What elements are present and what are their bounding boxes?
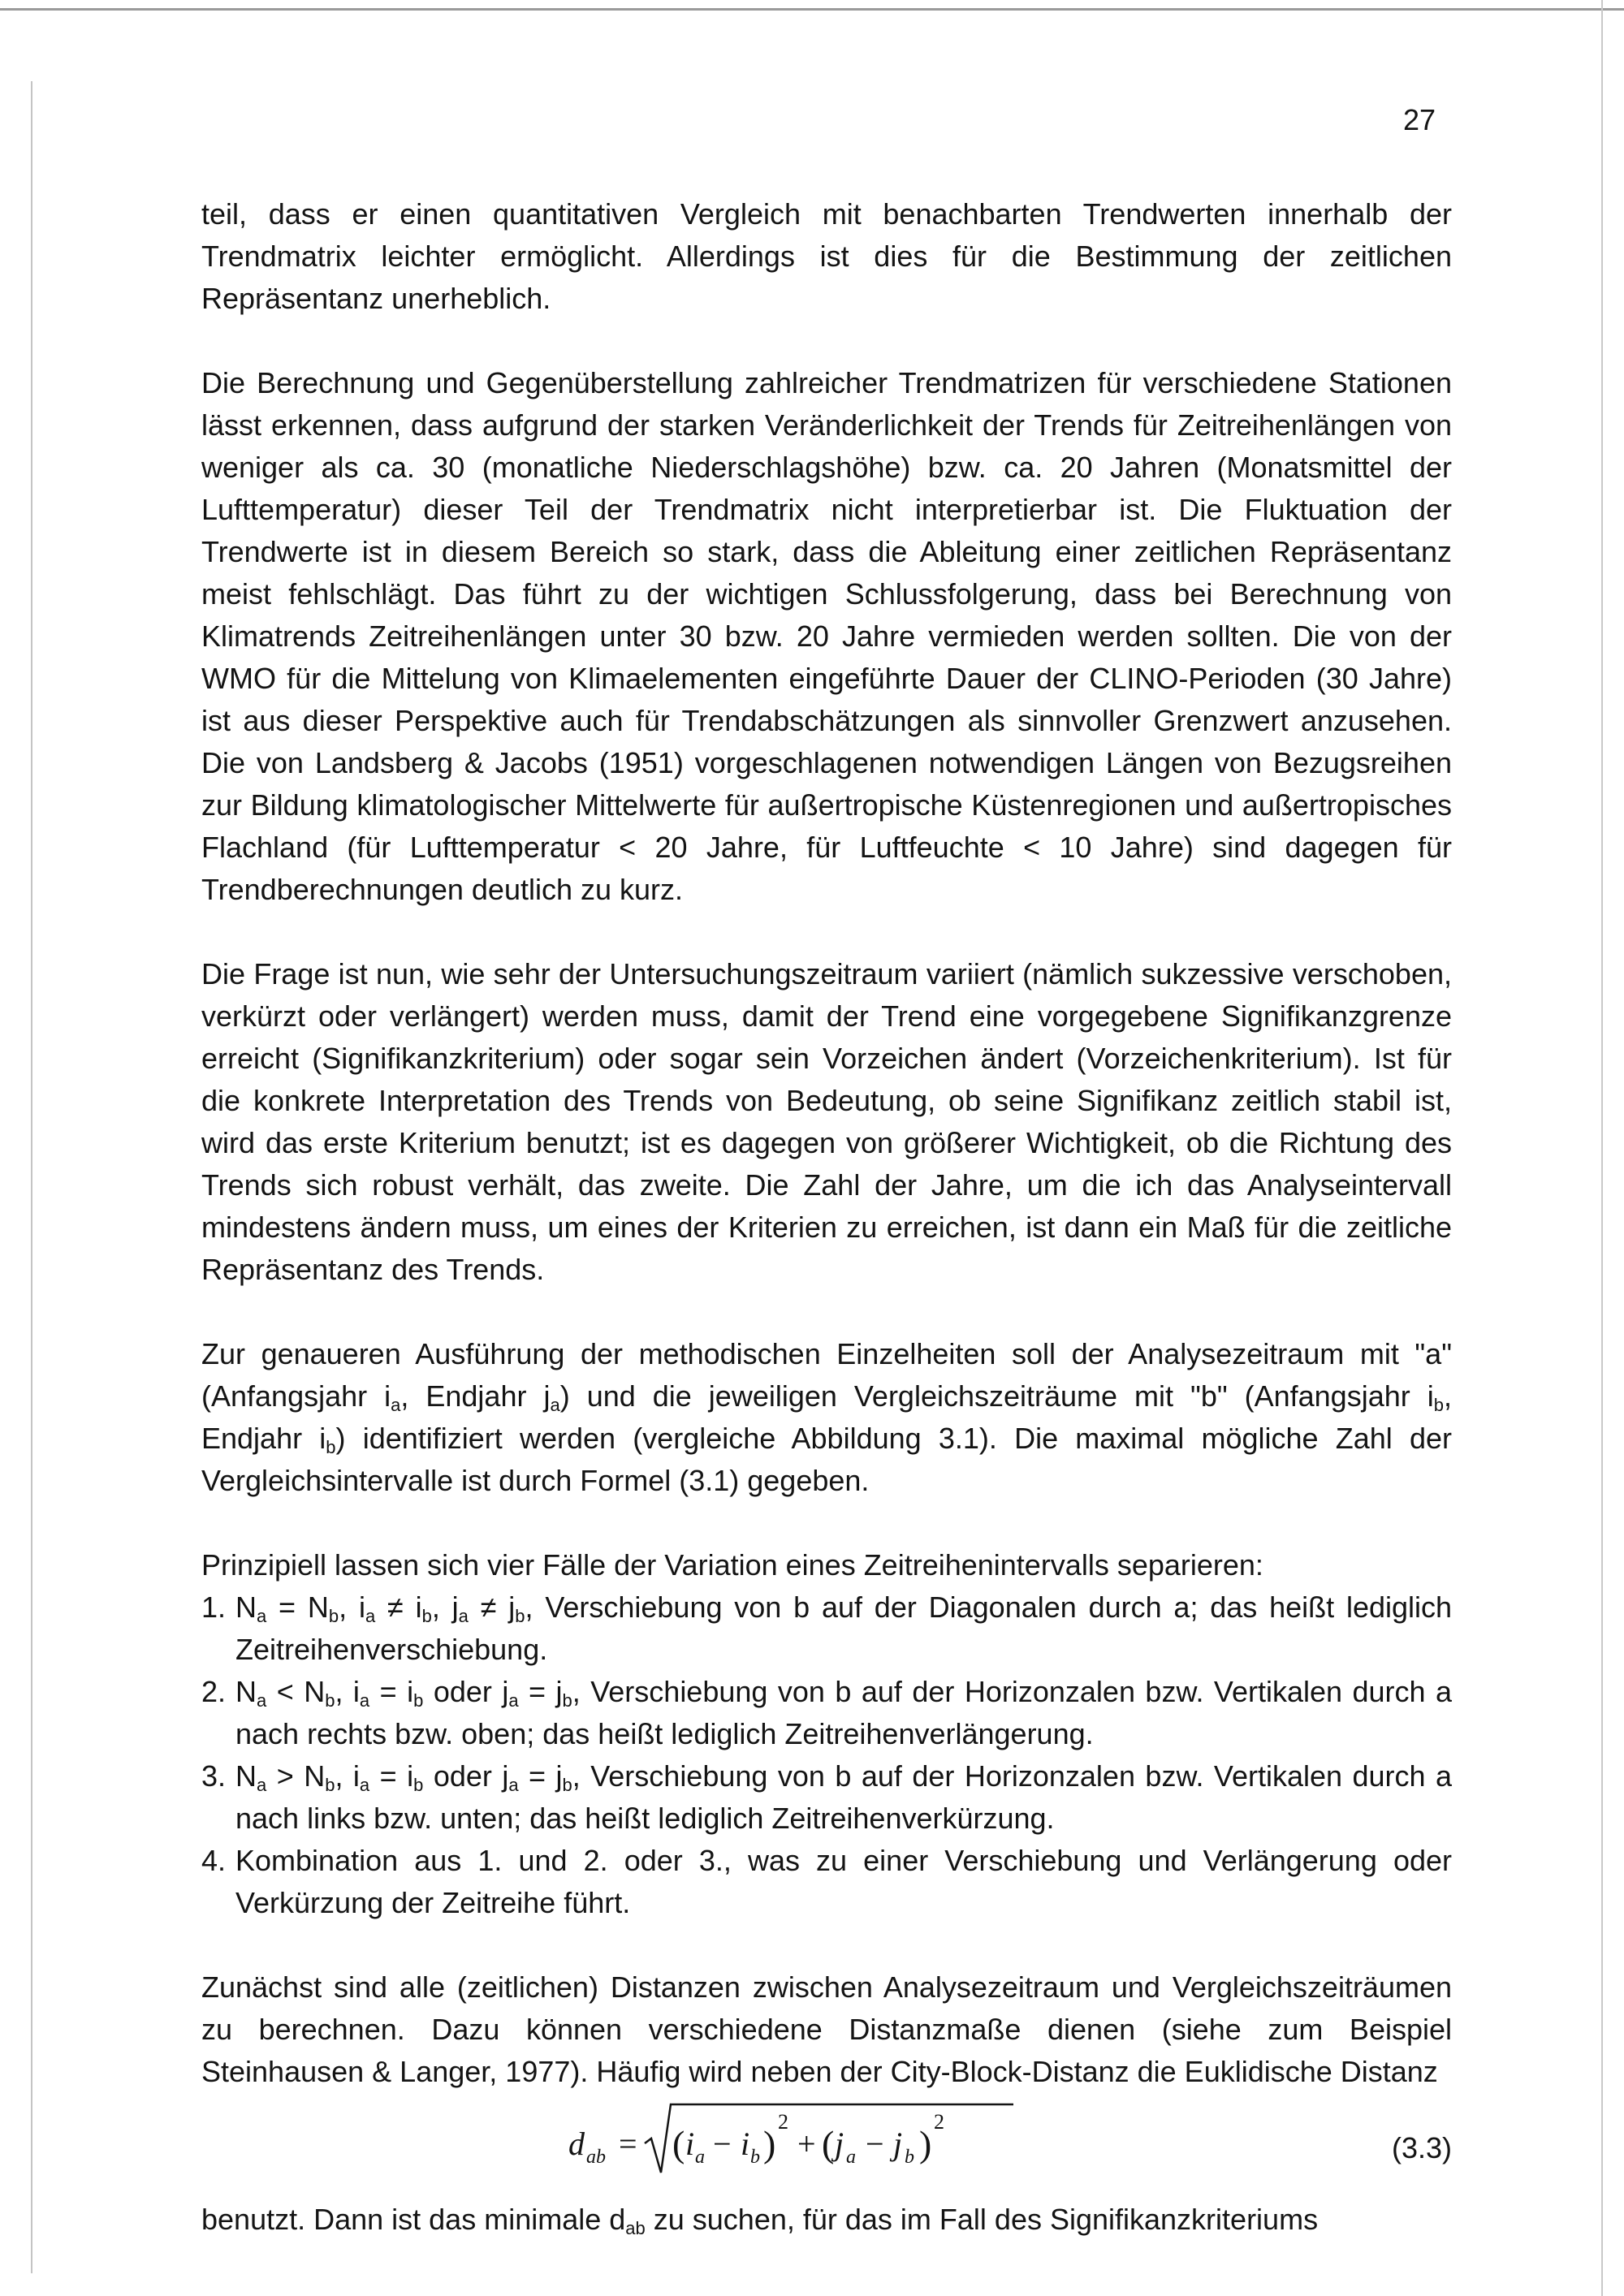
- euclidean-distance-formula: [568, 2096, 1023, 2194]
- case-text: $N_a = N_b$, $i_a \ne i_b$, $j_a \ne j_b$, Verschiebung von b auf der Diagonalen durch a; das heißt lediglich Zeitreihenverschiebung.: [235, 1590, 1453, 1666]
- eq-var: j: [893, 2126, 903, 2162]
- eq-sub: a: [695, 2147, 705, 2168]
- eq-var: j: [835, 2126, 844, 2162]
- case-text: Kombination aus 1. und 2. oder 3., was zu einer Verschiebung und Verlängerung oder Verkürzung der Zeitreihe führt.: [235, 1844, 1452, 1919]
- eq-sub: b: [750, 2147, 760, 2168]
- eq-paren: ): [763, 2123, 776, 2164]
- eq-paren: (: [822, 2123, 835, 2164]
- case-item: [201, 1840, 1452, 1924]
- paragraph-1: teil, dass er einen quantitativen Vergleich mit benachbarten Trendwerten innerhalb der Trendmatrix leichter ermöglicht. Allerdings ist dies für die Bestimmung der zeitlichen Repräsentanz unerheblich.: [201, 197, 1452, 315]
- scan-edge-right: [1601, 0, 1603, 2296]
- case-item: [201, 1586, 1452, 1671]
- case-item: [201, 1671, 1452, 1755]
- cases-intro: Prinzipiell lassen sich vier Fälle der Variation eines Zeitreihenintervalls separieren:: [201, 1548, 1263, 1582]
- paragraph-6: Zunächst sind alle (zeitlichen) Distanzen zwischen Analysezeitraum und Vergleichszeiträumen zu berechnen. Dazu können verschiedene Distanzmaße dienen (siehe zum Beispiel Steinhausen & Langer, 1977). Häufig wird neben der City-Block-Distanz die Euklidische Distanz: [201, 1970, 1452, 2088]
- equation-3-3: [201, 2093, 1452, 2199]
- eq-var: i: [741, 2126, 750, 2162]
- case-text: $N_a < N_b$, $i_a = i_b$ oder $j_a = j_b$, Verschiebung von b auf der Horizonzalen bzw. Vertikalen durch a nach rechts bzw. oben; das heißt lediglich Zeitreihenverlängerung.: [235, 1675, 1453, 1750]
- scan-edge-top: [0, 8, 1624, 11]
- eq-equals: =: [619, 2126, 637, 2162]
- eq-ab: ab: [586, 2147, 606, 2168]
- paragraph-7: benutzt. Dann ist das minimale $d_{ab}$ zu suchen, für das im Fall des Signifikanzkriteriums: [201, 2203, 1319, 2238]
- eq-sub: b: [905, 2147, 914, 2168]
- cases-list: [201, 1586, 1452, 1924]
- eq-paren: (: [672, 2123, 685, 2164]
- eq-paren: ): [919, 2123, 932, 2164]
- eq-plus: +: [797, 2126, 816, 2162]
- eq-d: d: [568, 2126, 585, 2162]
- paragraph-3: Die Frage ist nun, wie sehr der Untersuchungszeitraum variiert (nämlich sukzessive verschoben, verkürzt oder verlängert) werden muss, damit der Trend eine vorgegebene Signifikanzgrenze erreicht (Signifikanzkriterium) oder sogar sein Vorzeichen ändert (Vorzeichenkriterium). Ist für die konkrete Interpretation des Trends von Bedeutung, ob seine Signifikanz zeitlich stabil ist, wird das erste Kriterium benutzt; ist es dagegen von größerer Wichtigkeit, ob die Richtung des Trends sich robust verhält, das zweite. Die Zahl der Jahre, um die ich das Analyseintervall mindestens ändern muss, um eines der Kriterien zu erreichen, ist dann ein Maß für die zeitliche Repräsentanz des Trends.: [201, 957, 1452, 1286]
- paragraph-2: Die Berechnung und Gegenüberstellung zahlreicher Trendmatrizen für verschiedene Stationen lässt erkennen, dass aufgrund der starken Veränderlichkeit der Trends für Zeitreihenlängen von weniger als ca. 30 (monatliche Niederschlagshöhe) bzw. ca. 20 Jahren (Monatsmittel der Lufttemperatur) dieser Teil der Trendmatrix nicht interpretierbar ist. Die Fluktuation der Trendwerte ist in diesem Bereich so stark, dass die Ableitung einer zeitlichen Repräsentanz meist fehlschlägt. Das führt zu der wichtigen Schlussfolgerung, dass bei Berechnung von Klimatrends Zeitreihenlängen unter 30 bzw. 20 Jahre vermieden werden sollten. Die von der WMO für die Mittelung von Klimaelementen eingeführte Dauer der CLINO-Perioden (30 Jahre) ist aus dieser Perspektive auch für Trendabschätzungen als sinnvoller Grenzwert anzusehen. Die von Landsberg & Jacobs (1951) vorgeschlagenen notwendigen Längen von Bezugsreihen zur Bildung klimatologischer Mittelwerte für außertropische Küstenregionen und außertropisches Flachland (für Lufttemperatur < 20 Jahre, für Luftfeuchte < 10 Jahre) sind dagegen für Trendberechnungen deutlich zu kurz.: [201, 366, 1452, 906]
- scan-edge-left: [31, 81, 32, 2273]
- eq-minus: −: [713, 2126, 732, 2162]
- eq-exponent: 2: [778, 2110, 788, 2134]
- page-number: 27: [1403, 103, 1436, 136]
- eq-minus: −: [866, 2126, 884, 2162]
- paragraph-4: Zur genaueren Ausführung der methodischen Einzelheiten soll der Analysezeitraum mit "a" (Anfangsjahr $i_a$, Endjahr $j_a$) und die jeweiligen Vergleichszeiträume mit "b" (Anfangsjahr $i_b$, Endjahr $i_b$) identifiziert werden (vergleiche Abbildung 3.1). Die maximal mögliche Zahl der Vergleichsintervalle ist durch Formel (3.1) gegeben.: [201, 1337, 1452, 1497]
- case-number: 1.: [201, 1590, 227, 1624]
- eq-sub: a: [846, 2147, 856, 2168]
- case-item: [201, 1755, 1452, 1840]
- body-text: [201, 193, 1452, 2241]
- case-text: $N_a > N_b$, $i_a = i_b$ oder $j_a = j_b$, Verschiebung von b auf der Horizonzalen bzw. Vertikalen durch a nach links bzw. unten; das heißt lediglich Zeitreihenverkürzung.: [235, 1759, 1453, 1835]
- eq-var: i: [685, 2126, 695, 2162]
- eq-exponent: 2: [934, 2110, 944, 2134]
- case-number: 3.: [201, 1759, 227, 1793]
- case-number: 4.: [201, 1844, 227, 1877]
- case-number: 2.: [201, 1675, 227, 1708]
- equation-number: (3.3): [1391, 2131, 1452, 2164]
